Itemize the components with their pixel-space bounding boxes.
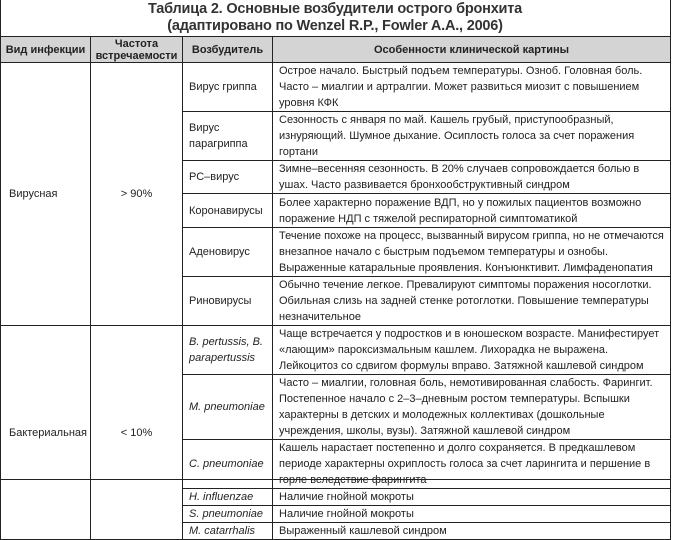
table-row (1, 326, 671, 375)
clinical-features-cell: Выраженный кашлевой синдром (273, 523, 671, 540)
clinical-features-cell: Более характерно поражение ВДП, но у пожилых пациентов возможно поражение НДП с тяжелой респираторной симптоматикой (273, 194, 671, 228)
clinical-features-cell: Сезонность с января по май. Кашель грубый, приступообразный, изнуряющий. Шумное дыхание. Осиплость голоса за счет поражения гортани (273, 112, 671, 161)
pathogen-cell: B. pertussis, B. parapertussis (183, 326, 273, 375)
pathogen-cell: РС–вирус (183, 161, 273, 194)
clinical-features-cell: Обычно течение легкое. Превалируют симптомы поражения носоглотки. Обильная слизь на задней стенке ротоглотки. Повышение температуры незначительное (273, 277, 671, 326)
header-infection-type: Вид инфекции (1, 37, 91, 63)
table-title-line2: (адаптировано по Wenzel R.P., Fowler A.A., 2006) (167, 18, 503, 34)
header-clinical-features: Особенности клинической картины (273, 37, 671, 63)
table-header-row (1, 37, 671, 63)
pathogen-cell: Вирус парагриппа (183, 112, 273, 161)
pathogen-cell: Риновирусы (183, 277, 273, 326)
clinical-features-cell: Чаще встречается у подростков и в юношеском возрасте. Манифестирует «лающим» пароксизмальным кашлем. Лихорадка не выражена. Лейкоцитоз со сдвигом формулы вправо. Затяжной кашлевой синдром (273, 326, 671, 375)
header-frequency-line1: Частота (114, 37, 159, 50)
clinical-features-cell: Наличие гнойной мокроты (273, 489, 671, 506)
clinical-features-cell: Наличие гнойной мокроты (273, 506, 671, 523)
header-frequency (91, 37, 183, 63)
pathogens-table (0, 36, 671, 540)
table-row (1, 63, 671, 112)
infection-type-cell: Вирусная (1, 63, 91, 326)
pathogen-cell: H. influenzae (183, 489, 273, 506)
frequency-cell: < 10% (91, 326, 183, 540)
pathogen-cell: Коронавирусы (183, 194, 273, 228)
pathogen-cell: C. pneumoniae (183, 440, 273, 489)
header-frequency-line2: встречаемости (95, 49, 178, 62)
header-pathogen: Возбудитель (183, 37, 273, 63)
pathogen-cell: S. pneumoniae (183, 506, 273, 523)
pathogen-cell: Аденовирус (183, 228, 273, 277)
table-title-line1: Таблица 2. Основные возбудители острого бронхита (147, 1, 523, 17)
table-title (0, 0, 670, 35)
pathogen-cell: M. pneumoniae (183, 375, 273, 440)
frequency-cell: > 90% (91, 63, 183, 326)
clinical-features-cell: Острое начало. Быстрый подъем температуры. Озноб. Головная боль. Часто – миалгии и артралгии. Может развиться миозит с повышением уровня КФК (273, 63, 671, 112)
clinical-features-cell: Часто – миалгии, головная боль, немотивированная слабость. Фарингит. Постепенное начало с 2–3–дневным ростом температуры. Вспышки характерны в детских и молодежных коллективах (дошкольные учреждения, школы, вузы). Затяжной кашлевой синдром (273, 375, 671, 440)
clinical-features-cell: Кашель нарастает постепенно и долго сохраняется. В предкашлевом периоде характерны охриплость голоса за счет ларингита и першение в горле вследствие фарингита (273, 440, 671, 489)
clinical-features-cell: Течение похоже на процесс, вызванный вирусом гриппа, но не отмечаются внезапное начало с быстрым подъемом температуры и ознобы. Выраженные катаральные проявления. Конъюнктивит. Лимфаденопатия (273, 228, 671, 277)
infection-type-cell: Бактериальная (1, 326, 91, 540)
pathogen-cell: Вирус гриппа (183, 63, 273, 112)
pathogen-cell: M. catarrhalis (183, 523, 273, 540)
clinical-features-cell: Зимне–весенняя сезонность. В 20% случаев сопровождается болью в ушах. Часто развивается бронхообструктивный синдром (273, 161, 671, 194)
